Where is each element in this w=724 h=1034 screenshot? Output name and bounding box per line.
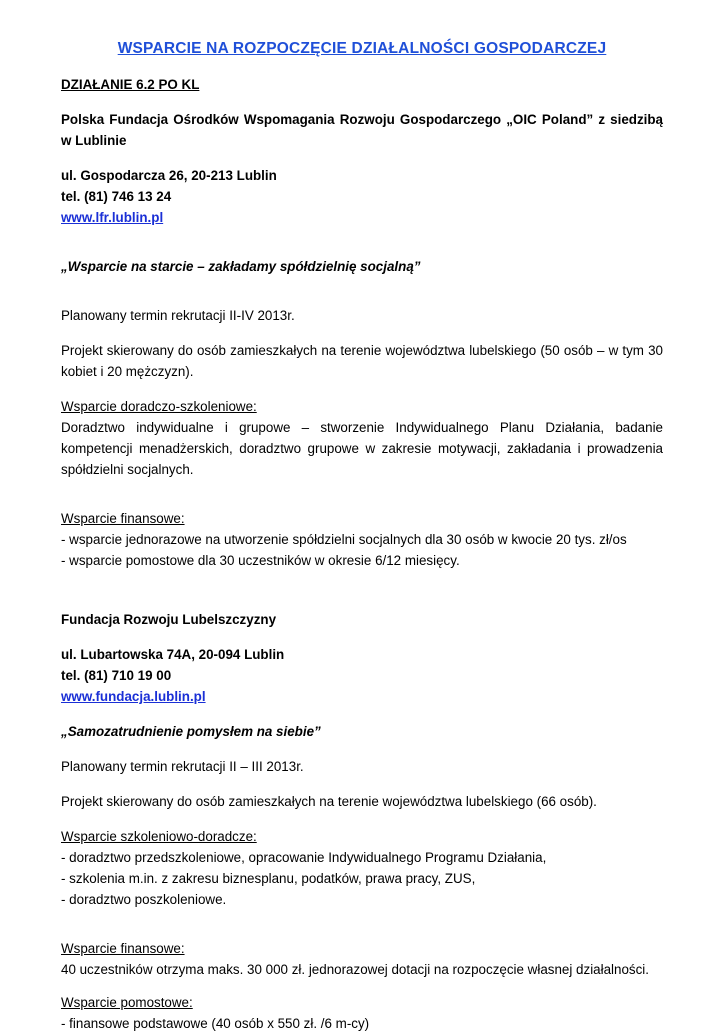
org2-address: ul. Lubartowska 74A, 20-094 Lublin [61,647,285,662]
org1-target: Projekt skierowany do osób zamieszkałych na terenie województwa lubelskiego (50 osób – w tym 30 kobiet i 20 mężczyzn). [61,343,663,379]
org2-financial-text: 40 uczestników otrzyma maks. 30 000 zł. jednorazowej dotacji na rozpoczęcie własnej działalności. [61,962,649,977]
org2-name: Fundacja Rozwoju Lubelszczyzny [61,612,277,627]
document-page [61,38,663,1034]
org1-advisory-text: Doradztwo indywidualne i grupowe – stworzenie Indywidualnego Planu Działania, badanie kompetencji menadżerskich, doradztwo grupowe w zakresie motywacji, zakładania i prowadzenia spółdzielni socjalnych. [61,420,663,477]
list-item: - wsparcie pomostowe dla 30 uczestników w okresie 6/12 miesięcy. [61,553,460,568]
org2-phone: tel. (81) 710 19 00 [61,668,172,683]
org2-financial-heading: Wsparcie finansowe: [61,941,185,956]
org1-phone: tel. (81) 746 13 24 [61,189,172,204]
org2-target: Projekt skierowany do osób zamieszkałych na terenie województwa lubelskiego (66 osób). [61,794,597,809]
org1-website-link[interactable]: www.lfr.lublin.pl [61,210,164,225]
org1-project-title: „Wsparcie na starcie – zakładamy spółdzielnię socjalną” [61,259,421,274]
document-title: WSPARCIE NA ROZPOCZĘCIE DZIAŁALNOŚCI GOSPODARCZEJ [117,40,607,57]
org2-recruitment: Planowany termin rekrutacji II – III 2013r. [61,759,304,774]
org1-name: Polska Fundacja Ośrodków Wspomagania Rozwoju Gospodarczego „OIC Poland” z siedzibą w Lublinie [61,112,663,148]
list-item: - doradztwo przedszkoleniowe, opracowanie Indywidualnego Programu Działania, [61,850,547,865]
org2-training-heading: Wsparcie szkoleniowo-doradcze: [61,829,257,844]
list-item: - szkolenia m.in. z zakresu biznesplanu, podatków, prawa pracy, ZUS, [61,871,476,886]
section-heading: DZIAŁANIE 6.2 PO KL [61,77,200,92]
org2-bridge-heading: Wsparcie pomostowe: [61,995,193,1010]
org2-project-title: „Samozatrudnienie pomysłem na siebie” [61,724,321,739]
org2-website-link[interactable]: www.fundacja.lublin.pl [61,689,206,704]
org1-advisory-heading: Wsparcie doradczo-szkoleniowe: [61,399,257,414]
org1-address: ul. Gospodarcza 26, 20-213 Lublin [61,168,277,183]
org1-financial-heading: Wsparcie finansowe: [61,511,185,526]
list-item: - doradztwo poszkoleniowe. [61,892,227,907]
org1-recruitment: Planowany termin rekrutacji II-IV 2013r. [61,308,295,323]
list-item: - wsparcie jednorazowe na utworzenie spółdzielni socjalnych dla 30 osób w kwocie 20 tys. zł/os [61,532,627,547]
list-item: - finansowe podstawowe (40 osób x 550 zł. /6 m-cy) [61,1016,370,1031]
